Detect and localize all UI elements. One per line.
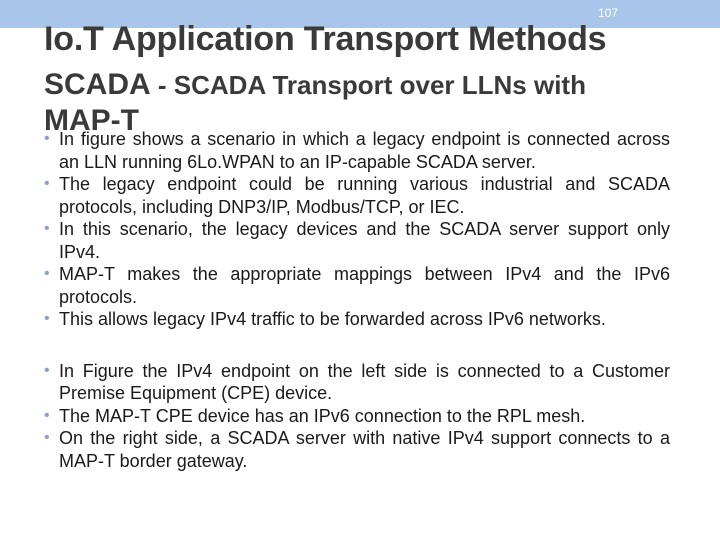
- page-number: 107: [598, 6, 619, 20]
- bullet-item: • In figure shows a scenario in which a legacy endpoint is connected across an LLN running 6Lo.WPAN to an IP-capable SCADA server.: [44, 128, 670, 173]
- bullet-item: • The MAP-T CPE device has an IPv6 connection to the RPL mesh.: [44, 405, 670, 428]
- bullet-item: • On the right side, a SCADA server with native IPv4 support connects to a MAP-T border gateway.: [44, 427, 670, 472]
- bullet-item: • MAP-T makes the appropriate mappings between IPv4 and the IPv6 protocols.: [44, 263, 670, 308]
- bullet-list: [44, 128, 670, 472]
- slide-title: Io.T Application Transport Methods: [44, 20, 607, 58]
- subtitle-rest: - SCADA Transport over LLNs with: [150, 70, 586, 100]
- bullet-item: • This allows legacy IPv4 traffic to be forwarded across IPv6 networks.: [44, 308, 670, 331]
- slide-subtitle: [44, 68, 586, 102]
- subtitle-line3: MAP-T: [44, 104, 139, 137]
- bullet-item: • The legacy endpoint could be running various industrial and SCADA protocols, including DNP3/IP, Modbus/TCP, or IEC.: [44, 173, 670, 218]
- bullet-item: • In Figure the IPv4 endpoint on the left side is connected to a Customer Premise Equipment (CPE) device.: [44, 360, 670, 405]
- subtitle-main: SCADA: [44, 68, 151, 101]
- bullet-item: • In this scenario, the legacy devices and the SCADA server support only IPv4.: [44, 218, 670, 263]
- bullet-group-spacer: [44, 331, 670, 360]
